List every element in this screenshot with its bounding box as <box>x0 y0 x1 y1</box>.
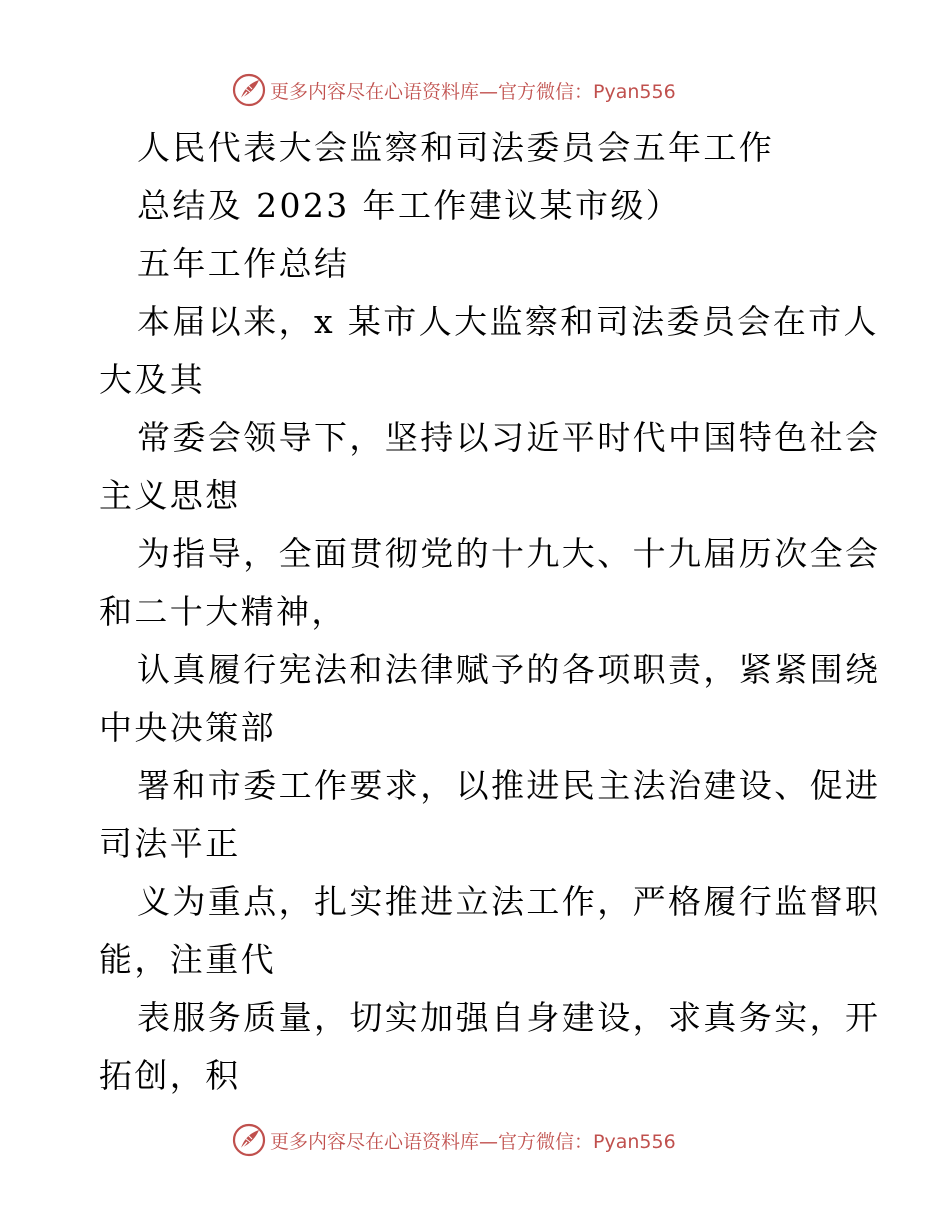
watermark-text: 更多内容尽在心语资料库—官方微信：Pyan556 <box>270 80 676 103</box>
body-line: 能，注重代 <box>99 940 276 979</box>
section-heading: 五年工作总结 <box>137 244 350 283</box>
footer-watermark <box>232 1122 676 1158</box>
body-line: 和二十大精神， <box>99 592 347 631</box>
feather-pen-logo-icon <box>232 73 266 107</box>
body-line: 司法平正 <box>99 824 241 863</box>
watermark-text: 更多内容尽在心语资料库—官方微信：Pyan556 <box>270 1130 676 1153</box>
body-line: 拓创，积 <box>99 1056 241 1095</box>
body-line: 本届以来，x 某市人大监察和司法委员会在市人 <box>137 302 879 341</box>
body-line: 主义思想 <box>99 476 241 515</box>
body-line: 表服务质量，切实加强自身建设，求真务实，开 <box>137 998 881 1037</box>
body-line: 常委会领导下，坚持以习近平时代中国特色社会 <box>137 418 881 457</box>
body-line: 为指导，全面贯彻党的十九大、十九届历次全会 <box>137 534 881 573</box>
header-watermark <box>232 72 676 108</box>
document-title-line-2: 总结及 2023 年工作建议某市级） <box>137 186 682 225</box>
body-line: 中央决策部 <box>99 708 276 747</box>
body-line: 认真履行宪法和法律赋予的各项职责，紧紧围绕 <box>137 650 881 689</box>
document-title-line-1: 人民代表大会监察和司法委员会五年工作 <box>137 128 775 167</box>
body-line: 署和市委工作要求，以推进民主法治建设、促进 <box>137 766 881 805</box>
body-line: 义为重点，扎实推进立法工作，严格履行监督职 <box>137 882 881 921</box>
body-line: 大及其 <box>99 360 206 399</box>
feather-pen-logo-icon <box>232 1123 266 1157</box>
